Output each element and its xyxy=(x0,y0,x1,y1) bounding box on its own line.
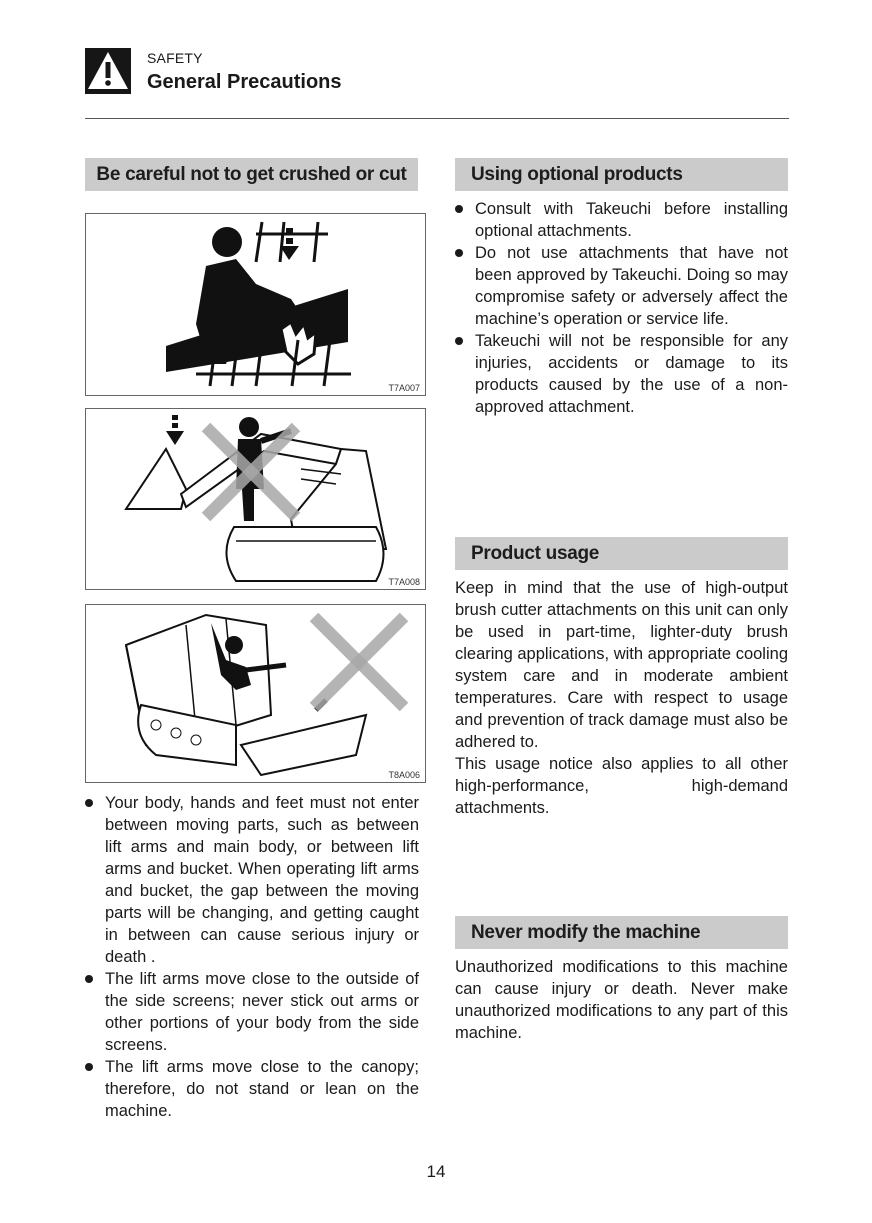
page-number: 14 xyxy=(426,1162,446,1181)
usage-paragraph: Keep in mind that the use of high-output brush cutter attachments on this unit can only be used in part-time, lighter-duty brush clearing applications, with appropriate cooling system care and in moderate ambient temperatures. Care with respect to usage and prevention of track damage must also be adhered to. xyxy=(455,579,788,751)
list-item: Do not use attachments that have not been approved by Takeuchi. Doing so may compromise safety or adversely affect the machine’s operation or service life. xyxy=(455,242,788,330)
figure-under-lift-arm xyxy=(85,408,426,590)
crush-hazard-icon xyxy=(86,214,425,395)
warning-triangle-icon xyxy=(85,48,131,94)
page-title: General Precautions xyxy=(147,71,342,93)
figure-leaning-out xyxy=(85,604,426,783)
figure-code: T8A006 xyxy=(388,770,420,780)
list-item: Takeuchi will not be responsible for any injuries, accidents or damage to its products caused by the use of a non-approved attachment. xyxy=(455,330,788,418)
leaning-out-of-canopy-prohibited xyxy=(86,605,425,782)
list-item: The lift arms move close to the canopy; therefore, do not stand or lean on the machine. xyxy=(85,1056,419,1122)
heading-product-usage: Product usage xyxy=(455,537,788,570)
header-divider xyxy=(85,118,789,119)
heading-crush-hazard: Be careful not to get crushed or cut xyxy=(85,158,418,191)
crush-precautions-list xyxy=(85,792,419,1122)
figure-crush-hazard xyxy=(85,213,426,396)
figure-code: T7A007 xyxy=(388,383,420,393)
heading-never-modify: Never modify the machine xyxy=(455,916,788,949)
section-label: SAFETY xyxy=(147,50,203,66)
person-under-lift-arm-prohibited xyxy=(86,409,425,589)
heading-optional-products: Using optional products xyxy=(455,158,788,191)
figure-code: T7A008 xyxy=(388,577,420,587)
list-item: Your body, hands and feet must not enter between moving parts, such as between lift arms and main body, or between lift arms and bucket. When operating lift arms and bucket, the gap between the moving parts will be changing, and getting caught in between can cause serious injury or death . xyxy=(85,792,419,968)
list-item: Consult with Takeuchi before installing optional attachments. xyxy=(455,198,788,242)
optional-products-list xyxy=(455,198,788,418)
modify-paragraph: Unauthorized modifications to this machine can cause injury or death. Never make unauthorized modifications to any part of this machine. xyxy=(455,958,788,1042)
list-item: The lift arms move close to the outside of the side screens; never stick out arms or other portions of your body from the side screens. xyxy=(85,968,419,1056)
usage-notice-paragraph: This usage notice also applies to all other high-performance, high-demand attachments. xyxy=(455,755,788,817)
